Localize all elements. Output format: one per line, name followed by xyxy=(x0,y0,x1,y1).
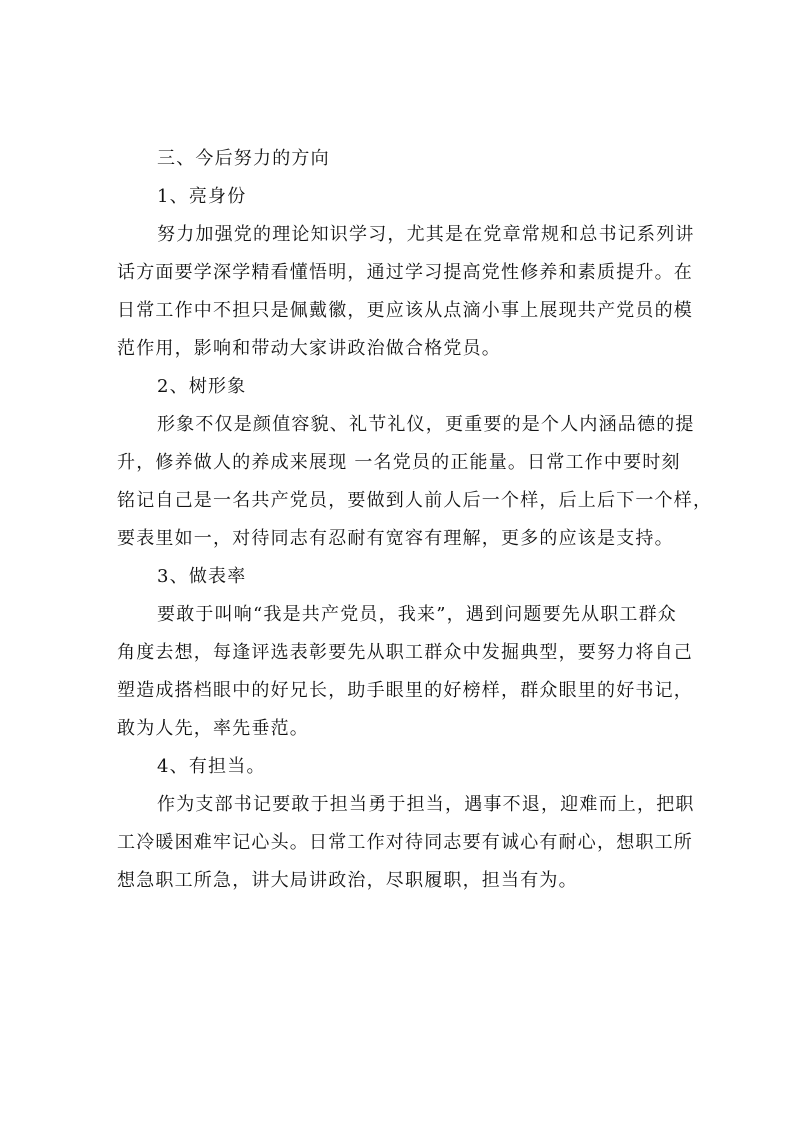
text-line: 角度去想，每逢评选表彰要先从职工群众中发掘典型，要努力将自己 xyxy=(117,642,693,663)
text-line: 形象不仅是颜值容貌、礼节礼仪，更重要的是个人内涵品德的提 xyxy=(157,414,695,435)
text-line: 要表里如一，对待同志有忍耐有宽容有理解，更多的应该是支持。 xyxy=(117,528,674,549)
text-line: 1、亮身份 xyxy=(157,186,247,207)
text-line: 努力加强党的理论知识学习，尤其是在党章常规和总书记系列讲 xyxy=(157,224,695,245)
document-body xyxy=(117,140,713,900)
text-line: 日常工作中不担只是佩戴徽，更应该从点滴小事上展现共产党员的模 xyxy=(117,300,693,321)
text-line: 范作用，影响和带动大家讲政治做合格党员。 xyxy=(117,338,501,359)
text-line: 4、有担当。 xyxy=(157,756,266,777)
text-line: 升，修养做人的养成来展现 一名党员的正能量。日常工作中要时刻 xyxy=(117,452,681,473)
text-line: 要敢于叫响“我是共产党员，我来”，遇到问题要先从职工群众 xyxy=(157,604,678,625)
text-line: 敢为人先，率先垂范。 xyxy=(117,718,309,739)
text-line: 作为支部书记要敢于担当勇于担当，遇事不退，迎难而上，把职 xyxy=(157,794,695,815)
text-line: 三、今后努力的方向 xyxy=(157,148,330,169)
text-line: 2、树形象 xyxy=(157,376,247,397)
text-line: 工冷暖困难牢记心头。日常工作对待同志要有诚心有耐心，想职工所 xyxy=(117,832,693,853)
text-line: 话方面要学深学精看懂悟明，通过学习提高党性修养和素质提升。在 xyxy=(117,262,693,283)
text-line: 3、做表率 xyxy=(157,566,247,587)
text-line: 铭记自己是一名共产党员，要做到人前人后一个样，后上后下一个样， xyxy=(117,490,713,511)
text-line: 塑造成搭档眼中的好兄长，助手眼里的好榜样，群众眼里的好书记， xyxy=(117,680,693,701)
text-line: 想急职工所急，讲大局讲政治，尽职履职，担当有为。 xyxy=(117,870,578,891)
